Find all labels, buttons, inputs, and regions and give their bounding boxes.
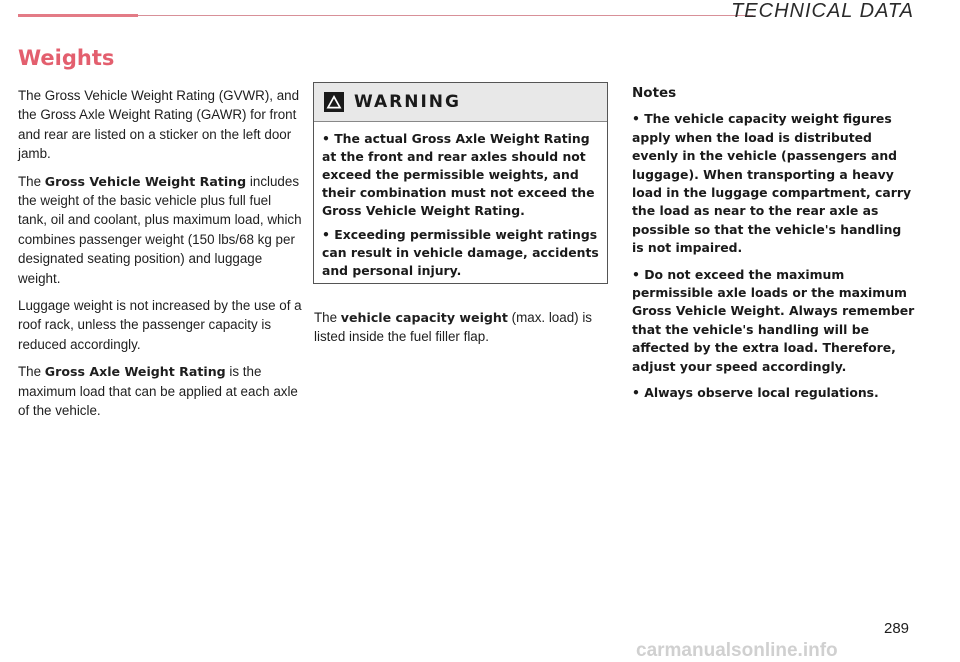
notes-item: • Always observe local regulations.: [632, 385, 879, 401]
text-fragment: is the maximum load that can be applied at each axle of the vehicle.: [18, 364, 298, 419]
text-fragment: (max. load) is listed inside the fuel filler flap.: [314, 310, 592, 345]
column-middle-text: [314, 308, 614, 355]
warning-item: • Exceeding permissible weight ratings can result in vehicle damage, accidents and personal injury.: [322, 227, 599, 278]
text-fragment: includes the weight of the basic vehicle plus full fuel tank, oil and coolant, plus maximum load, which combines passenger weight (150 lbs/68 kg per designated seating position) and luggage weight.: [18, 173, 302, 286]
paragraph-luggage: Luggage weight is not increased by the use of a roof rack, unless the passenger capacity is reduced accordingly.: [18, 298, 302, 352]
page-number: 289: [884, 620, 910, 637]
column-left: [18, 86, 302, 429]
paragraph-gawr-definition: [18, 362, 302, 420]
footer-watermark: carmanualsonline.info: [636, 640, 838, 661]
paragraph-gvwr-definition: [18, 172, 302, 288]
term-gross-axle-weight-rating: Gross Axle Weight Rating: [44, 364, 226, 380]
text-fragment: The: [314, 310, 341, 325]
notes-column: [632, 84, 917, 411]
term-vehicle-capacity-weight: vehicle capacity weight: [340, 310, 508, 325]
text-fragment: The: [18, 173, 45, 189]
text-fragment: The: [18, 364, 45, 380]
warning-box: [313, 82, 608, 284]
section-title: TECHNICAL DATA: [731, 0, 914, 22]
page-heading: Weights: [18, 46, 115, 70]
paragraph-gvwr-intro: The Gross Vehicle Weight Rating (GVWR), and the Gross Axle Weight Rating (GAWR) for front and rear are listed on a sticker on the left door jamb.: [18, 88, 300, 162]
warning-header: [314, 83, 607, 122]
notes-item: • Do not exceed the maximum permissible axle loads or the maximum Gross Vehicle Weight. Always remember that the vehicle's handling will be affected by the extra load. Therefore, adjust your speed accordingly.: [632, 266, 915, 374]
warning-triangle-icon: [324, 92, 344, 112]
notes-title: Notes: [632, 85, 677, 101]
header-rule-accent: [18, 14, 138, 17]
term-gross-vehicle-weight-rating: Gross Vehicle Weight Rating: [44, 173, 247, 189]
warning-item: • The actual Gross Axle Weight Rating at the front and rear axles should not exceed the permissible weights, and their combination must not exceed the Gross Vehicle Weight Rating.: [322, 131, 595, 218]
notes-item: • The vehicle capacity weight figures apply when the load is distributed evenly in the vehicle (passengers and luggage). When transporting a heavy load in the luggage compartment, carry the load as near to the rear axle as possible so that the vehicle's handling is not impaired.: [632, 111, 912, 256]
paragraph-vehicle-capacity: [314, 308, 614, 347]
warning-title: WARNING: [354, 92, 461, 112]
warning-body: [314, 122, 607, 280]
